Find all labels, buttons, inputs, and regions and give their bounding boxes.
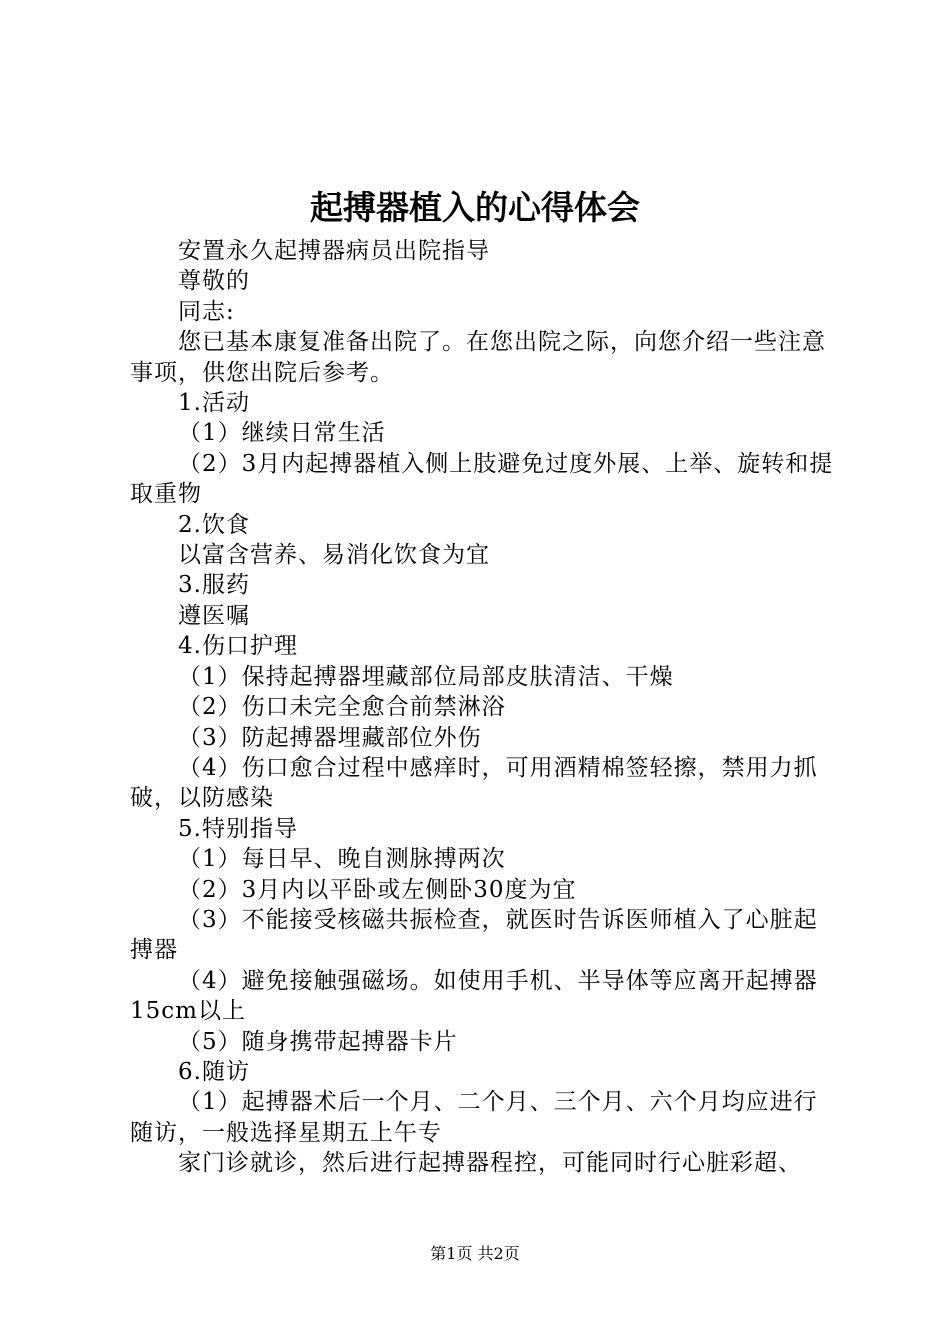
- section-heading: 1.活动: [178, 390, 250, 417]
- paragraph: 家门诊就诊，然后进行起搏器程控，可能同时行心脏彩超、: [178, 1150, 802, 1177]
- document-title: 起搏器植入的心得体会: [310, 188, 640, 227]
- list-item: （1）保持起搏器埋藏部位局部皮肤清洁、干燥: [178, 663, 674, 690]
- page-footer: 第1页 共2页: [430, 1244, 520, 1263]
- section-heading: 3.服药: [178, 572, 250, 599]
- section-heading: 5.特别指导: [178, 815, 298, 842]
- section-heading: 4.伤口护理: [178, 633, 298, 660]
- section-heading: 2.饮食: [178, 511, 250, 538]
- list-item: （3）不能接受核磁共振检查，就医时告诉医师植入了心脏起搏器: [130, 906, 818, 964]
- paragraph: 尊敬的: [178, 268, 250, 295]
- paragraph: 安置永久起搏器病员出院指导: [178, 238, 490, 264]
- list-item: （5）随身携带起搏器卡片: [178, 1028, 458, 1055]
- paragraph: 以富含营养、易消化饮食为宜: [178, 542, 490, 569]
- section-heading: 6.随访: [178, 1058, 250, 1085]
- paragraph: 遵医嘱: [178, 602, 250, 629]
- list-item: （2）3月内起搏器植入侧上肢避免过度外展、上举、旋转和提取重物: [130, 450, 834, 508]
- list-item: （2）3月内以平卧或左侧卧30度为宜: [178, 876, 577, 903]
- list-item: （3）防起搏器埋藏部位外伤: [178, 724, 482, 751]
- list-item: （1）继续日常生活: [178, 420, 386, 447]
- list-item: （2）伤口未完全愈合前禁淋浴: [178, 694, 506, 721]
- list-item: （1）起搏器术后一个月、二个月、三个月、六个月均应进行随访，一般选择星期五上午专: [130, 1089, 818, 1146]
- list-item: （1）每日早、晚自测脉搏两次: [178, 846, 506, 873]
- list-item: （4）伤口愈合过程中感痒时，可用酒精棉签轻擦，禁用力抓破，以防感染: [130, 754, 818, 812]
- paragraph: 同志:: [178, 298, 235, 325]
- paragraph: 您已基本康复准备出院了。在您出院之际，向您介绍一些注意事项，供您出院后参考。: [130, 329, 826, 386]
- list-item: （4）避免接触强磁场。如使用手机、半导体等应离开起搏器15cm以上: [130, 967, 818, 1025]
- document-body: [130, 236, 835, 1179]
